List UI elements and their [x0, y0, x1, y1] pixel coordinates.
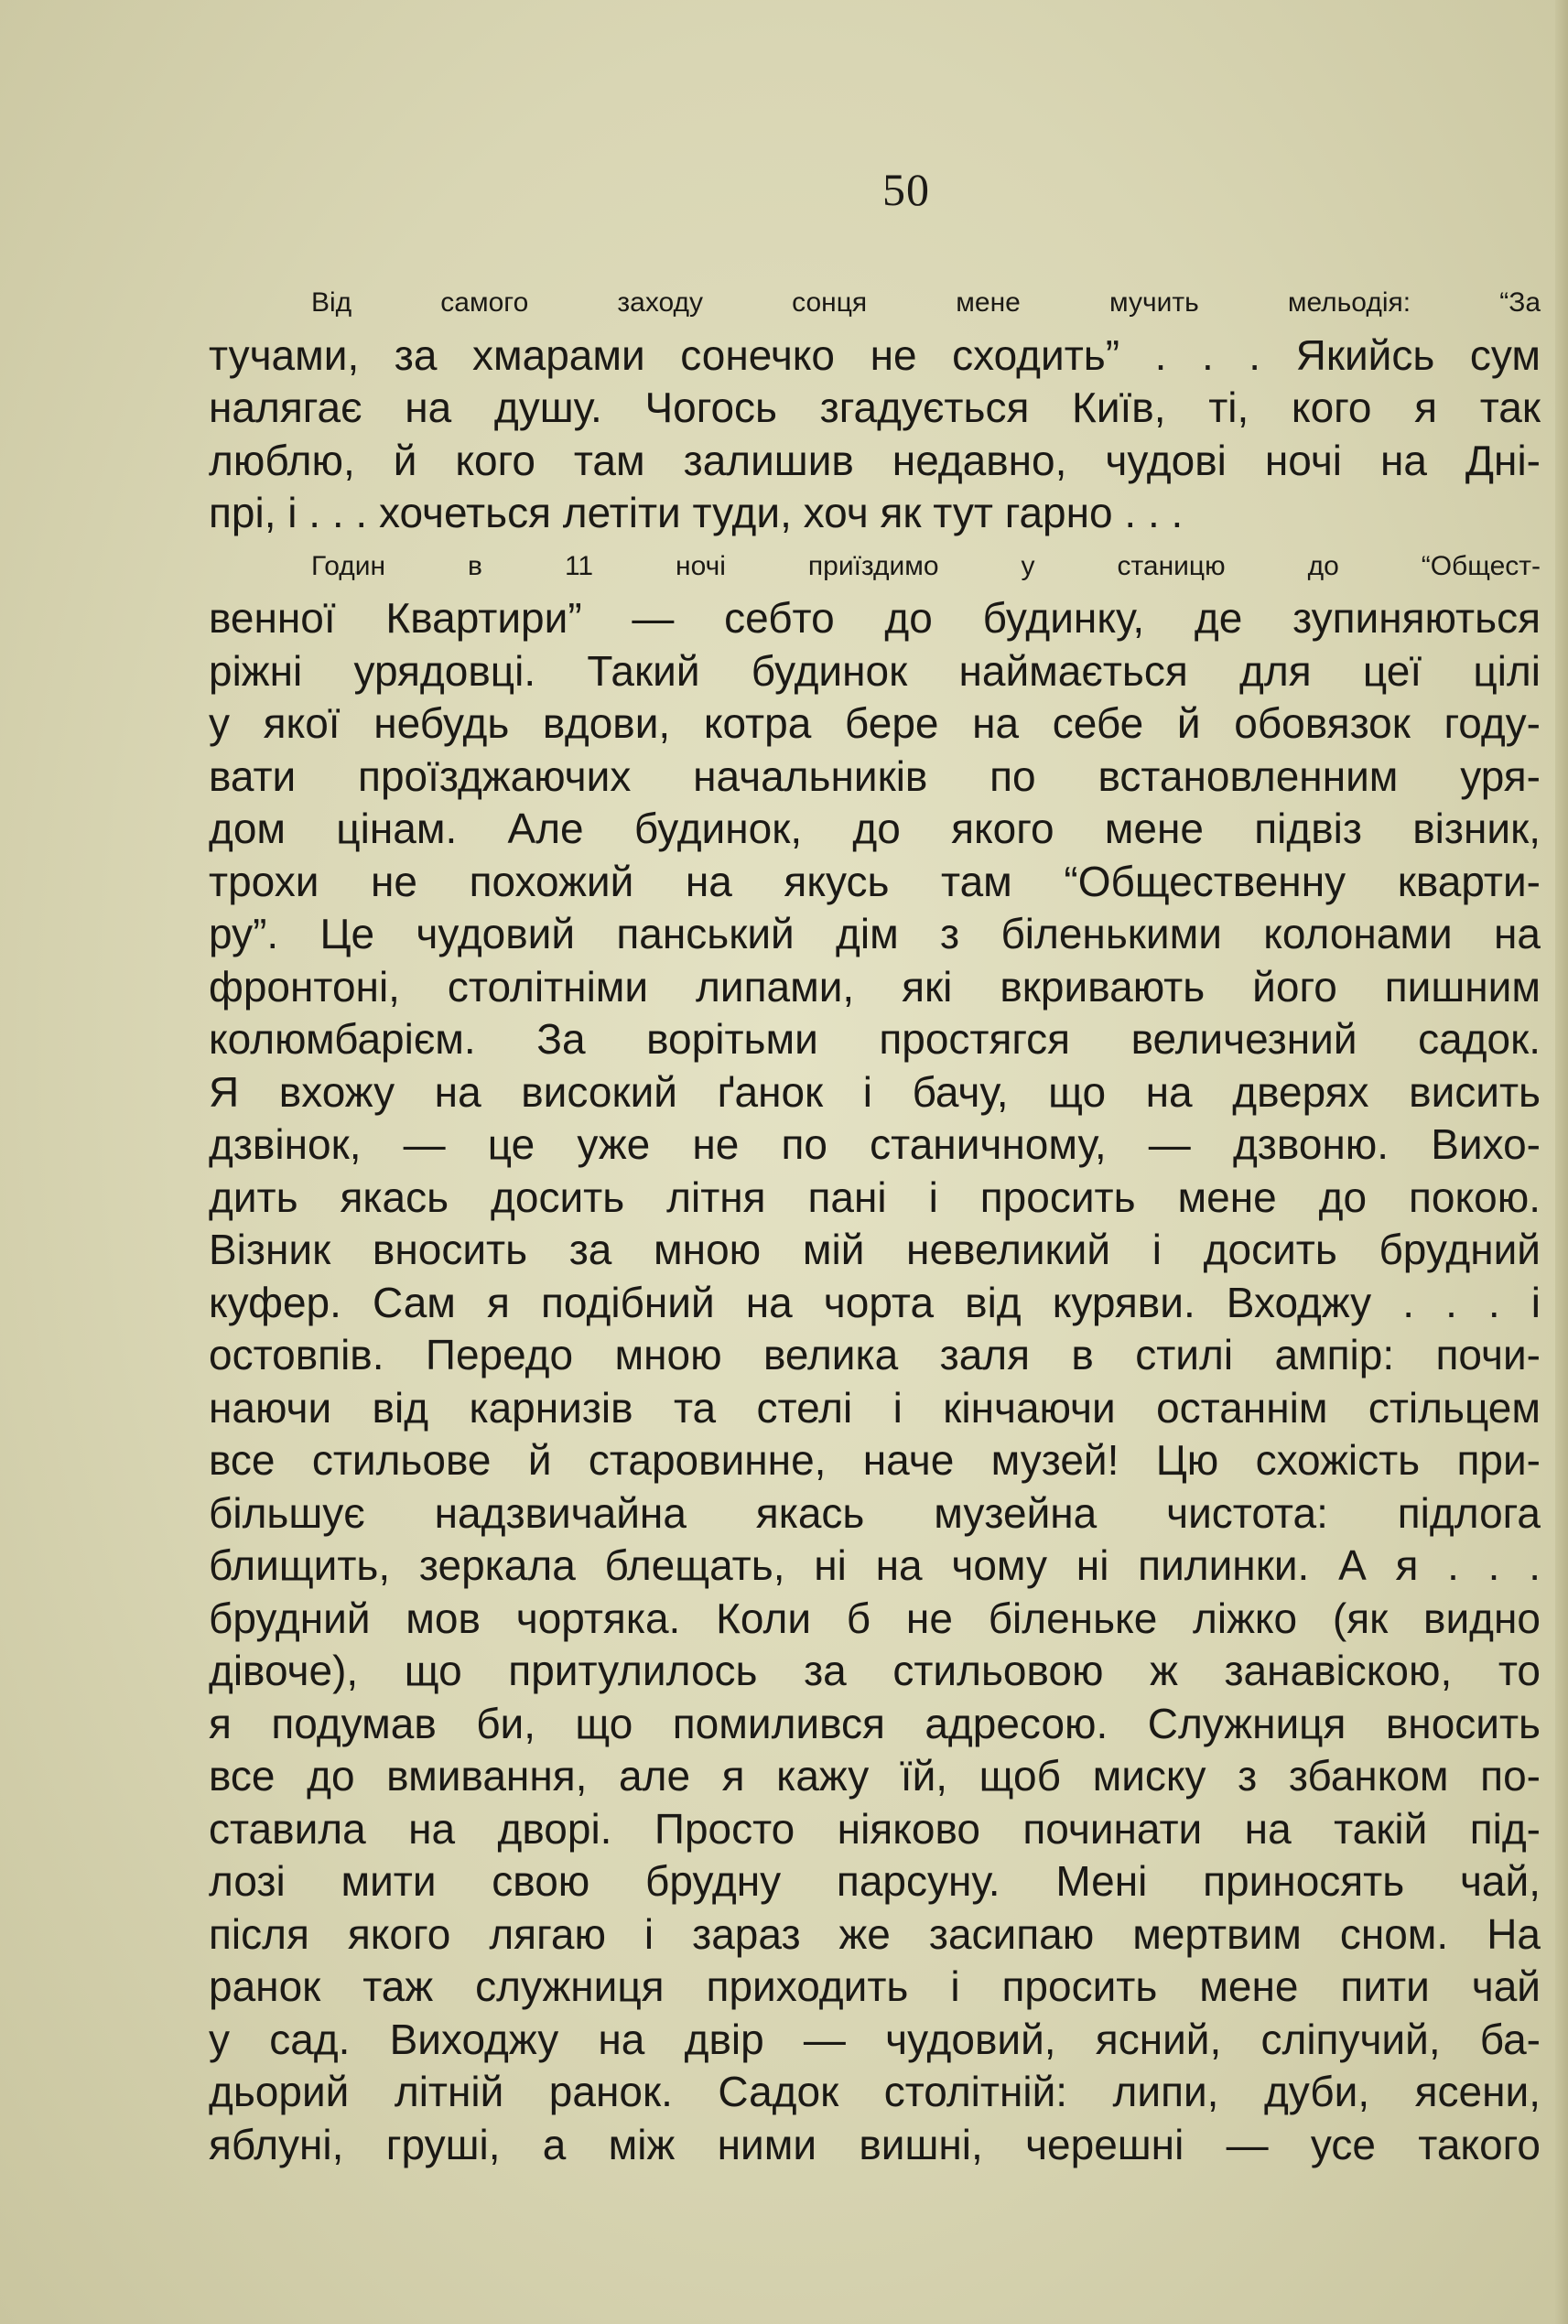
text-line: лозі мити свою брудну парсуну. Мені приносять чай,	[209, 1857, 1541, 1905]
text-line: Візник вносить за мною мій невеликий і досить брудний	[209, 1226, 1541, 1273]
text-line: дівоче), що притулилось за стильовою ж занавіскою, то	[209, 1647, 1541, 1694]
page-edge	[1555, 0, 1568, 2324]
text-line: ранок таж служниця приходить і просить мене пити чай	[209, 1962, 1541, 2010]
page-number: 50	[882, 164, 930, 215]
text-line: дить якась досить літня пані і просить мене до покою.	[209, 1173, 1541, 1221]
text-line: у сад. Виходжу на двір — чудовий, ясний, сліпучий, ба-	[209, 2015, 1541, 2063]
text-line: дзвінок, — це уже не по станичному, — дзвоню. Вихо-	[209, 1120, 1541, 1168]
text-line: дом цінам. Але будинок, до якого мене підвіз візник,	[209, 805, 1541, 852]
text-line: остовпів. Передо мною велика заля в стилі ампір: почи-	[209, 1331, 1541, 1378]
text-line: ру”. Це чудовий панський дім з біленькими колонами на	[209, 910, 1541, 957]
text-line: ставила на дворі. Просто ніяково починати на такій під-	[209, 1804, 1541, 1853]
text-line: Від самого заходу сонця мене мучить мельодія: “За	[311, 287, 1541, 318]
body-text	[209, 276, 1541, 2171]
text-line: Я вхожу на високий ґанок і бачу, що на дверях висить	[209, 1067, 1541, 1116]
text-line: венної Квартири” — себто до будинку, де зупиняються	[209, 594, 1541, 642]
text-line: брудний мов чортяка. Коли б не біленьке ліжко (як видно	[209, 1594, 1541, 1642]
text-line: блищить, зеркала блещать, ні на чому ні пилинки. А я . . .	[209, 1541, 1541, 1589]
text-line: люблю, й кого там залишив недавно, чудові ночі на Дні-	[209, 436, 1541, 484]
text-line: все до вмивання, але я кажу їй, щоб миску з збанком по-	[209, 1752, 1541, 1800]
text-line: трохи не похожий на якусь там “Общественну кварти-	[209, 857, 1541, 905]
text-line: все стильове й старовинне, наче музей! Цю схожість при-	[209, 1436, 1541, 1484]
text-line: я подумав би, що помилився адресою. Служниця вносить	[209, 1699, 1541, 1747]
text-line: ріжні урядовці. Такий будинок наймається для цеї цілі	[209, 646, 1541, 695]
text-line: фронтоні, столітніми липами, які вкривають його пишним	[209, 962, 1541, 1011]
text-line: колюмбарієм. За ворітьми простягся величезний садок.	[209, 1015, 1541, 1063]
text-line: Годин в 11 ночі приїздимо у станицю до “Общест-	[311, 550, 1541, 581]
text-line: яблуні, груші, а між ними вишні, черешні — усе такого	[209, 2120, 1541, 2168]
text-line: тучами, за хмарами сонечко не сходить” . . . Якийсь сум	[209, 330, 1541, 379]
text-line: після якого лягаю і зараз же засипаю мертвим сном. На	[209, 1909, 1541, 1958]
text-line: налягає на душу. Чогось згадується Київ, ті, кого я так	[209, 384, 1541, 431]
text-line: більшує надзвичайна якась музейна чистота: підлога	[209, 1488, 1541, 1537]
text-line: вати проїзджаючих начальників по встановленним уря-	[209, 751, 1541, 800]
text-line: куфер. Сам я подібний на чорта від куряви. Входжу . . . і	[209, 1278, 1541, 1326]
text-line: у якої небудь вдови, котра бере на себе й обовязок году-	[209, 699, 1541, 747]
text-line: дьорий літній ранок. Садок столітній: липи, дуби, ясени,	[209, 2068, 1541, 2115]
text-line: прі, і . . . хочеться летіти туди, хоч як тут гарно . . .	[209, 489, 1184, 536]
text-line: наючи від карнизів та стелі і кінчаючи останнім стільцем	[209, 1383, 1541, 1432]
